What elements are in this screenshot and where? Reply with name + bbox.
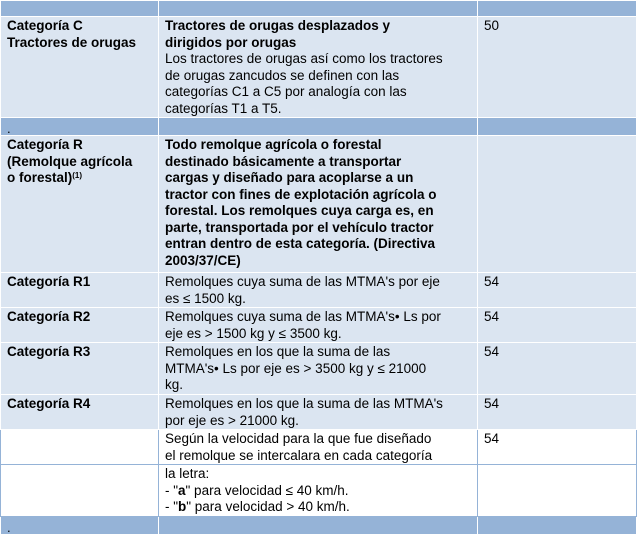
desc-line: Remolques cuya suma de las MTMA's por eje — [164, 274, 440, 289]
separator-band-row — [1, 118, 637, 136]
desc-line: destinado básicamente a transportar — [164, 153, 402, 169]
band-cell — [1, 118, 159, 136]
value-cell: 54 — [477, 430, 636, 465]
desc-line: es ≤ 1500 kg. — [164, 290, 246, 306]
desc-line: por eje es > 21000 kg. — [164, 412, 299, 428]
table-row-cat-c — [1, 17, 637, 118]
option-suffix: " para velocidad ≤ 40 km/h. — [185, 482, 349, 498]
top-band-row — [1, 1, 637, 17]
table-row-r3 — [1, 343, 637, 395]
value-cell: 54 — [477, 308, 636, 343]
category-desc-cell — [158, 395, 477, 430]
table-row-r1 — [1, 273, 637, 308]
option-letter-a: a — [178, 482, 186, 498]
category-subname: Tractores de orugas — [7, 34, 137, 50]
desc-bold-line: Tractores de orugas desplazados y — [164, 18, 391, 33]
footnote-marker: (1) — [72, 171, 83, 180]
category-name-cell: Categoría R1 — [1, 273, 159, 308]
table-row-r2 — [1, 308, 637, 343]
desc-line: cargas y diseñado para acoplarse a un — [164, 170, 414, 185]
table-row-speed-intro — [1, 430, 637, 465]
category-desc-cell — [158, 17, 477, 118]
category-subname-end — [7, 170, 152, 187]
value-cell — [477, 136, 636, 273]
band-dot: . — [7, 519, 11, 534]
desc-line: parte, transportada por el vehículo tractor — [164, 219, 434, 235]
empty-cell — [1, 465, 159, 517]
value-cell: 54 — [477, 395, 636, 430]
desc-bold-line: dirigidos por orugas — [164, 34, 297, 50]
desc-line: eje es > 1500 kg y ≤ 3500 kg. — [164, 325, 342, 341]
desc-line: categorías T1 a T5. — [164, 100, 282, 116]
speed-option-a — [165, 483, 471, 500]
value-cell — [477, 465, 636, 517]
category-subname-text: o forestal) — [7, 170, 73, 185]
category-name-cell — [1, 136, 159, 273]
value-cell: 54 — [477, 273, 636, 308]
category-desc-cell — [158, 136, 477, 273]
desc-line: Remolques cuya suma de las MTMA's• Ls por — [164, 309, 441, 324]
table-row-cat-r — [1, 136, 637, 273]
bottom-band-row — [1, 516, 637, 534]
category-name-cell: Categoría R4 — [1, 395, 159, 430]
desc-line: categorías C1 a C5 por analogía con las — [164, 84, 407, 99]
category-desc-cell — [158, 273, 477, 308]
category-desc-cell — [158, 308, 477, 343]
category-desc-cell — [158, 430, 477, 465]
empty-cell — [1, 430, 159, 465]
band-dot: . — [7, 121, 11, 136]
category-subname: (Remolque agrícola — [7, 153, 133, 169]
band-cell — [1, 516, 159, 534]
category-name: Categoría R — [7, 137, 83, 152]
category-desc-cell — [158, 343, 477, 395]
value-cell: 54 — [477, 343, 636, 395]
speed-option-b — [165, 499, 471, 516]
desc-line: tractor con fines de explotación agrícola o — [164, 186, 437, 202]
band-cell — [477, 516, 636, 534]
category-name-cell — [1, 17, 159, 118]
desc-line: 2003/37/CE) — [164, 252, 241, 268]
desc-line: entran dentro de esta categoría. (Directiva — [164, 236, 436, 251]
category-name-cell: Categoría R2 — [1, 308, 159, 343]
band-cell — [1, 1, 159, 17]
table-row-r4 — [1, 395, 637, 430]
desc-line: Según la velocidad para la que fue diseñado — [164, 431, 432, 446]
option-letter-b: b — [178, 499, 187, 514]
band-cell — [158, 516, 477, 534]
category-name-cell: Categoría R3 — [1, 343, 159, 395]
band-cell — [158, 1, 477, 17]
desc-line: el remolque se intercalara en cada categoría — [164, 447, 433, 463]
desc-line: MTMA's• Ls por eje es > 3500 kg y ≤ 21000 — [164, 360, 427, 376]
desc-line: Remolques en los que la suma de las MTMA's — [164, 396, 443, 411]
option-prefix: - " — [164, 482, 178, 498]
category-name: Categoría C — [7, 18, 83, 33]
band-cell — [158, 118, 477, 136]
option-prefix: - " — [164, 499, 178, 514]
desc-line: la letra: — [164, 466, 210, 481]
value-cell: 50 — [477, 17, 636, 118]
desc-line: Los tractores de orugas así como los tractores — [164, 51, 443, 66]
desc-line: kg. — [164, 377, 183, 392]
desc-line: Remolques en los que la suma de las — [164, 344, 391, 359]
desc-line: forestal. Los remolques cuya carga es, en — [164, 203, 434, 218]
desc-line: de orugas zancudos se definen con las — [164, 67, 400, 83]
band-cell — [477, 1, 636, 17]
option-suffix: " para velocidad > 40 km/h. — [186, 499, 350, 514]
category-desc-cell — [158, 465, 477, 517]
band-cell — [477, 118, 636, 136]
table-row-speed-letters — [1, 465, 637, 517]
desc-line: Todo remolque agrícola o forestal — [164, 137, 382, 152]
